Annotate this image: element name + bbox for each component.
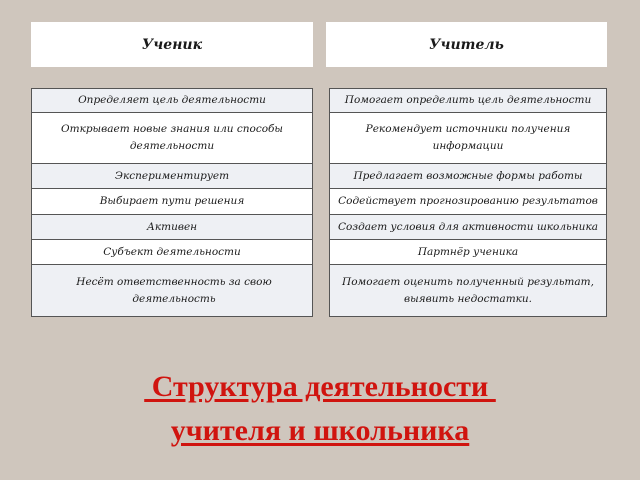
page-title	[0, 365, 640, 453]
teacher-item-conditions: Создает условия для активности школьника	[330, 215, 606, 240]
teacher-item-sources: Рекомендует источники получения информации	[330, 113, 606, 164]
student-item-active: Активен	[32, 215, 312, 240]
teacher-item-partner: Партнёр ученика	[330, 240, 606, 265]
student-item-goal: Определяет цель деятельности	[32, 89, 312, 113]
student-item-responsibility: Несёт ответственность за свою деятельность	[32, 265, 312, 316]
student-item-experiments: Экспериментирует	[32, 164, 312, 189]
teacher-item-evaluate: Помогает оценить полученный результат, выявить недостатки.	[330, 265, 606, 316]
student-table	[31, 88, 313, 317]
teacher-item-forecasting: Содействует прогнозированию результатов	[330, 189, 606, 215]
title-line-2: учителя и школьника	[170, 414, 470, 447]
student-header-label: Ученик	[141, 36, 203, 53]
teacher-table	[329, 88, 607, 317]
student-item-discovers: Открывает новые знания или способы деятельности	[32, 113, 312, 164]
teacher-item-forms: Предлагает возможные формы работы	[330, 164, 606, 189]
teacher-header-label: Учитель	[429, 36, 504, 53]
student-header	[31, 22, 313, 67]
student-item-chooses: Выбирает пути решения	[32, 189, 312, 215]
student-item-subject: Субъект деятельности	[32, 240, 312, 265]
teacher-header	[326, 22, 607, 67]
title-line-1: Структура деятельности	[144, 370, 496, 403]
teacher-item-goal: Помогает определить цель деятельности	[330, 89, 606, 113]
